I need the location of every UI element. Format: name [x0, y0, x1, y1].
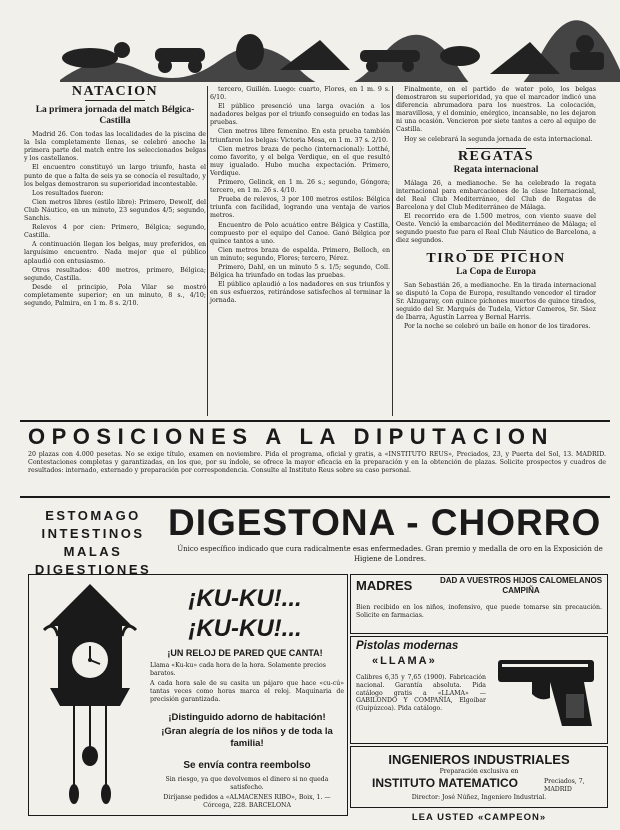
kuku-address: Diríjanse pedidos a «ALMACENES RIBO», Boix, 1. — Córcega, 228. BARCELONA [163, 794, 331, 809]
lea-campeon: LEA USTED «CAMPEON» [411, 812, 547, 823]
madres-title: MADRES [356, 578, 413, 593]
paragraph: Prueba de relevos, 3 por 100 metros estilos: Bélgica triunfa con facilidad, logrando una ventaja de varios metros. [210, 196, 390, 220]
kuku-title [150, 584, 340, 644]
oposiciones-body: 20 plazas con 4.000 pesetas. No se exige título, examen en noviembre. Pida el programa, oficial y gratis, a «INSTITUTO REUS», Preciados, 23, y Puerta del Sol, 13. MADRID. Contestaciones completas y garantizadas, en los que, por su índole, se ofrece la mayor eficacia en la preparación y en la obtención de plazas. Solicite prospectos y cuadros de resultados: internado, externado y preparación por correspondencia. Consulte al Instituto Reus sobre su caso personal. [28, 451, 606, 475]
paragraph: Cien metros braza de espalda. Primero, Belloch, en un minuto; segundo, Flores; tercero, Pérez. [210, 246, 390, 262]
madres-product: DAD A VUESTROS HIJOS CALOMELANOS CAMPIÑA [439, 576, 603, 595]
pistolas-title: Pistolas modernas [356, 640, 459, 652]
natacion-headline: La primera jornada del match Bélgica-Castilla [35, 105, 195, 127]
paragraph: Madrid 26. Con todas las localidades de la piscina de la Isla completamente llenas, se celebró anoche la primera parte del match entre los seleccionados belgas y los castellanos. [24, 131, 206, 163]
paragraph: El encuentro constituyó un largo triunfo, hasta el punto de que a falta de seis ya se conocía el resultado, y los belgas demostraron su superioridad incontestable. [24, 164, 206, 188]
paragraph: Otros resultados: 400 metros, primero, Bélgica; segundo, Castilla. [24, 266, 206, 282]
pichon-title: TIRO DE PICHON [426, 250, 566, 266]
ingenieros-address: Preciados, 7, MADRID [544, 778, 585, 793]
pichon-headline: La Copa de Europa [456, 266, 536, 277]
title-rule [85, 100, 145, 101]
pistolas-small-text: Calibres 6,35 y 7,65 (1900). Fabricación nacional. Garantía absoluta. Pida catálogo gratis a «LLAMA» — GABILONDO Y COMPAÑÍA, Elgoibar (Guipúzcoa). Pida catálogo. [356, 674, 486, 713]
paragraph: A continuación llegan los belgas, muy preferidos, en larguísimo encuentro. Nada mejor que el público aplaudió con entusiasmo. [24, 241, 206, 265]
natacion-title: NATACION [71, 84, 159, 99]
paragraph: Finalmente, en el partido de water polo, los belgas demostraron su superioridad, ya que el marcador indicó una diferencia abrumadora para los nuestros. La colocación, maravillosa, y el dominio, enérgico, incansable, no les dejaron ni una ocasión. Vencieron por siete tantos a cero al equipo de Castilla. [396, 86, 596, 134]
column-divider [207, 86, 208, 416]
ingenieros-title: INGENIEROS INDUSTRIALES [388, 752, 570, 767]
pistolas-brand: «LLAMA» [372, 655, 437, 667]
regatas-title: REGATAS [457, 148, 535, 164]
kuku-title-line: ¡KU-KU!... [188, 615, 302, 642]
kuku-reloj: ¡UN RELOJ DE PARED QUE CANTA! [167, 648, 323, 658]
paragraph: El recorrido era de 1.500 metros, con viento suave del Oeste. Venció la embarcación del Mediterráneo de Málaga; el segundo puesto fue para el Real Club Náutico de Barcelona, a diez segundos. [396, 213, 596, 245]
horizontal-rule [20, 496, 610, 498]
kuku-alegria: ¡Gran alegría de los niños y de toda la familia! [161, 726, 333, 749]
kuku-envia: Se envía contra reembolso [183, 760, 311, 771]
paragraph: Primero, Gelinck, en 1 m. 26 s.; segundo, Góngora; tercero, en 1 m. 26 s. 4/10. [210, 179, 390, 195]
kuku-title-line: ¡KU-KU!... [188, 585, 302, 612]
digestona-title: DIGESTONA - CHORRO [168, 502, 602, 543]
paragraph: Primero, Dahl, en un minuto 5 s. 1/5; segundo, Coll. Bélgica ha triunfado en todas las pruebas. [210, 263, 390, 280]
paragraph: Desde el principio, Pola Vilar se mostró completamente superior; en un minuto, 8 s., 4/10; segundo, Palmira, en 1 m. 8 s. 2/10. [24, 283, 206, 307]
digestona-ailments [28, 507, 158, 579]
kuku-distinguido: ¡Distinguido adorno de habitación! [168, 712, 326, 723]
column-regatas-pichon [396, 86, 596, 332]
paragraph: tercero, Guillén. Luego: cuarto, Flores, en 1 m. 9 s. 6/10. [210, 86, 390, 102]
ingenieros-small: Preparación exclusiva en [439, 768, 519, 775]
paragraph: Relevos 4 por cien: Primero, Bélgica; segundo, Castilla. [24, 224, 206, 240]
sports-masthead-illustration [60, 20, 620, 82]
horizontal-rule [20, 420, 610, 422]
cuckoo-clock-illustration [40, 580, 140, 808]
kuku-small-text: A cada hora sale de su casita un pájaro que hace «cu-cú» tantas veces como horas marca el reloj. Maquinaria de precisión garantizada. [150, 680, 344, 703]
ailment-line: INTESTINOS [41, 526, 145, 541]
ailment-line: ESTOMAGO [45, 508, 141, 523]
paragraph: Los resultados fueron: [32, 189, 104, 197]
kuku-small-text: Llama «Ku-ku» cada hora de la hora. Solamente precios baratos. [150, 662, 326, 677]
paragraph: San Sebastián 26, a medianoche. En la tirada internacional se disputó la Copa de Europa, resultando vencedor el tirador Sr. Alzugaray, con quince pichones muertos de quince tirados, seguido del Sr. Marqués de Tudela, Víctor Cameros, Sr. Sáez de Ibarra, Agustín Larrea y Bernal Harris. [396, 281, 596, 321]
ingenieros-institute: INSTITUTO MATEMATICO [372, 776, 518, 790]
paragraph: El público presenció una larga ovación a los nadadores belgas por el triunfo conseguido en todas las pruebas. [210, 103, 390, 127]
digestona-subtitle: Único específico indicado que cura radicalmente esas enfermedades. Gran premio y medalla de oro en la Exposición de Higiene de Londres. [177, 545, 603, 563]
paragraph: Hoy se celebrará la segunda jornada de esta internacional. [404, 135, 593, 143]
paragraph: Encuentro de Polo acuático entre Bélgica y Castilla, compuesto por el equipo del Canoe. Ganó Bélgica por quince tantos a uno. [210, 221, 390, 245]
regatas-headline: Regata internacional [453, 164, 539, 175]
paragraph: Por la noche se celebró un baile en honor de los tiradores. [404, 323, 591, 331]
paragraph: Málaga 26, a medianoche. Se ha celebrado la regata internacional para embarcaciones de la clase Internacional, del Real Club Mediterráneo, del Club de Regatas de Barcelona y del Club Mediterráneo de Málaga. [396, 179, 596, 212]
paragraph: El público aplaudió a los nadadores en sus triunfos y en sus esfuerzos, retirándose satisfechos al terminar la jornada. [210, 281, 390, 305]
column-natacion-continued [210, 86, 390, 306]
paragraph: Cien metros libres (estilo libre): Primero, Dewolf, del Club Náutico, en un minuto, 23 segundos 4/5; segundo, Sanchis. [24, 198, 206, 223]
madres-small-text: Bien recibido en los niños, inofensivo, que puede tomarse sin precaución. Solicite en farmacias. [356, 604, 602, 619]
oposiciones-title: OPOSICIONES A LA DIPUTACION [28, 424, 554, 449]
column-natacion [24, 86, 206, 309]
paragraph: Cien metros braza de pecho (internacional): Lotthé, como favorito, y el belga Verdique, en el que resultó muy igualado. Hubo mucha expectación. Primero, Verdique. [210, 145, 390, 177]
ingenieros-director: Director: José Núñez, Ingeniero Industrial. [411, 794, 547, 801]
column-divider [392, 86, 393, 416]
pistol-illustration [492, 650, 600, 730]
kuku-small-text: Sin riesgo, ya que devolvemos el dinero si no queda satisfecho. [165, 776, 329, 791]
paragraph: Cien metros libre femenino. En esta prueba también triunfaron los belgas: Victoria Mesa, en 1 m. 37 s. 2/10. [210, 128, 390, 144]
masthead-figures [60, 20, 620, 82]
ailment-line: MALAS DIGESTIONES [34, 544, 152, 577]
